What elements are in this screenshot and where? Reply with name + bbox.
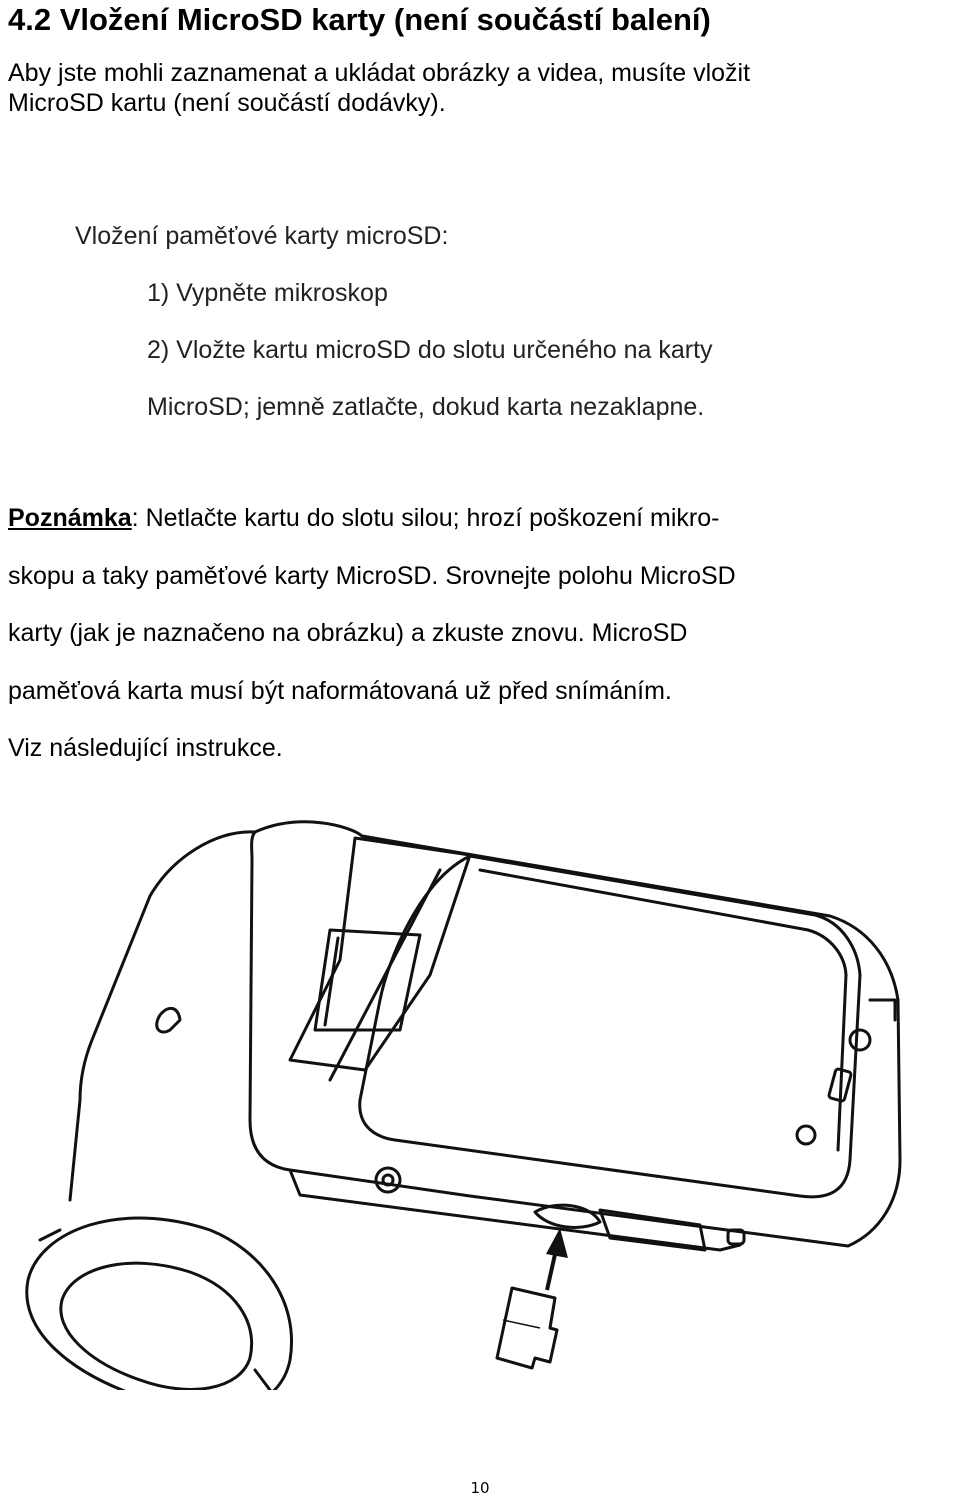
step-2: 2) Vložte kartu microSD do slotu určeného na karty [147,336,713,364]
section-heading: 4.2 Vložení MicroSD karty (není součástí balení) [8,2,711,37]
note-line: Viz následující instrukce. [8,734,283,762]
step-2-continued: MicroSD; jemně zatlačte, dokud karta nezaklapne. [147,393,705,421]
microsd-card-icon [497,1288,557,1368]
intro-paragraph [8,58,953,118]
note-label: Poznámka [8,504,132,532]
hinge-panel [290,838,470,1070]
note-line: paměťová karta musí být naformátovaná už před snímáním. [8,676,672,705]
tripod-mount [376,1168,400,1192]
side-button [850,1030,870,1050]
step-1: 1) Vypněte mikroskop [147,279,388,307]
insertion-arrow-icon [546,1228,568,1290]
note-line: karty (jak je naznačeno na obrázku) a zkuste znovu. MicroSD [8,619,688,647]
note-paragraph [8,490,953,778]
lens-ring [27,1218,292,1390]
insert-instructions [75,208,713,436]
microscope-illustration [0,790,960,1390]
side-button [797,1126,815,1144]
note-text: : Netlačte kartu do slotu silou; hrozí poškození mikro- [131,504,720,532]
note-line: skopu a taky paměťové karty MicroSD. Srovnejte polohu MicroSD [8,561,736,590]
page-number: 10 [470,1479,490,1497]
intro-line: MicroSD kartu (není součástí dodávky). [8,89,446,117]
instructions-title: Vložení paměťové karty microSD: [75,222,449,250]
note-line [8,490,953,548]
lens-barrel [70,832,255,1200]
intro-line: Aby jste mohli zaznamenat a ukládat obrázky a videa, musíte vložit [8,59,751,87]
microscope-body [250,822,900,1246]
